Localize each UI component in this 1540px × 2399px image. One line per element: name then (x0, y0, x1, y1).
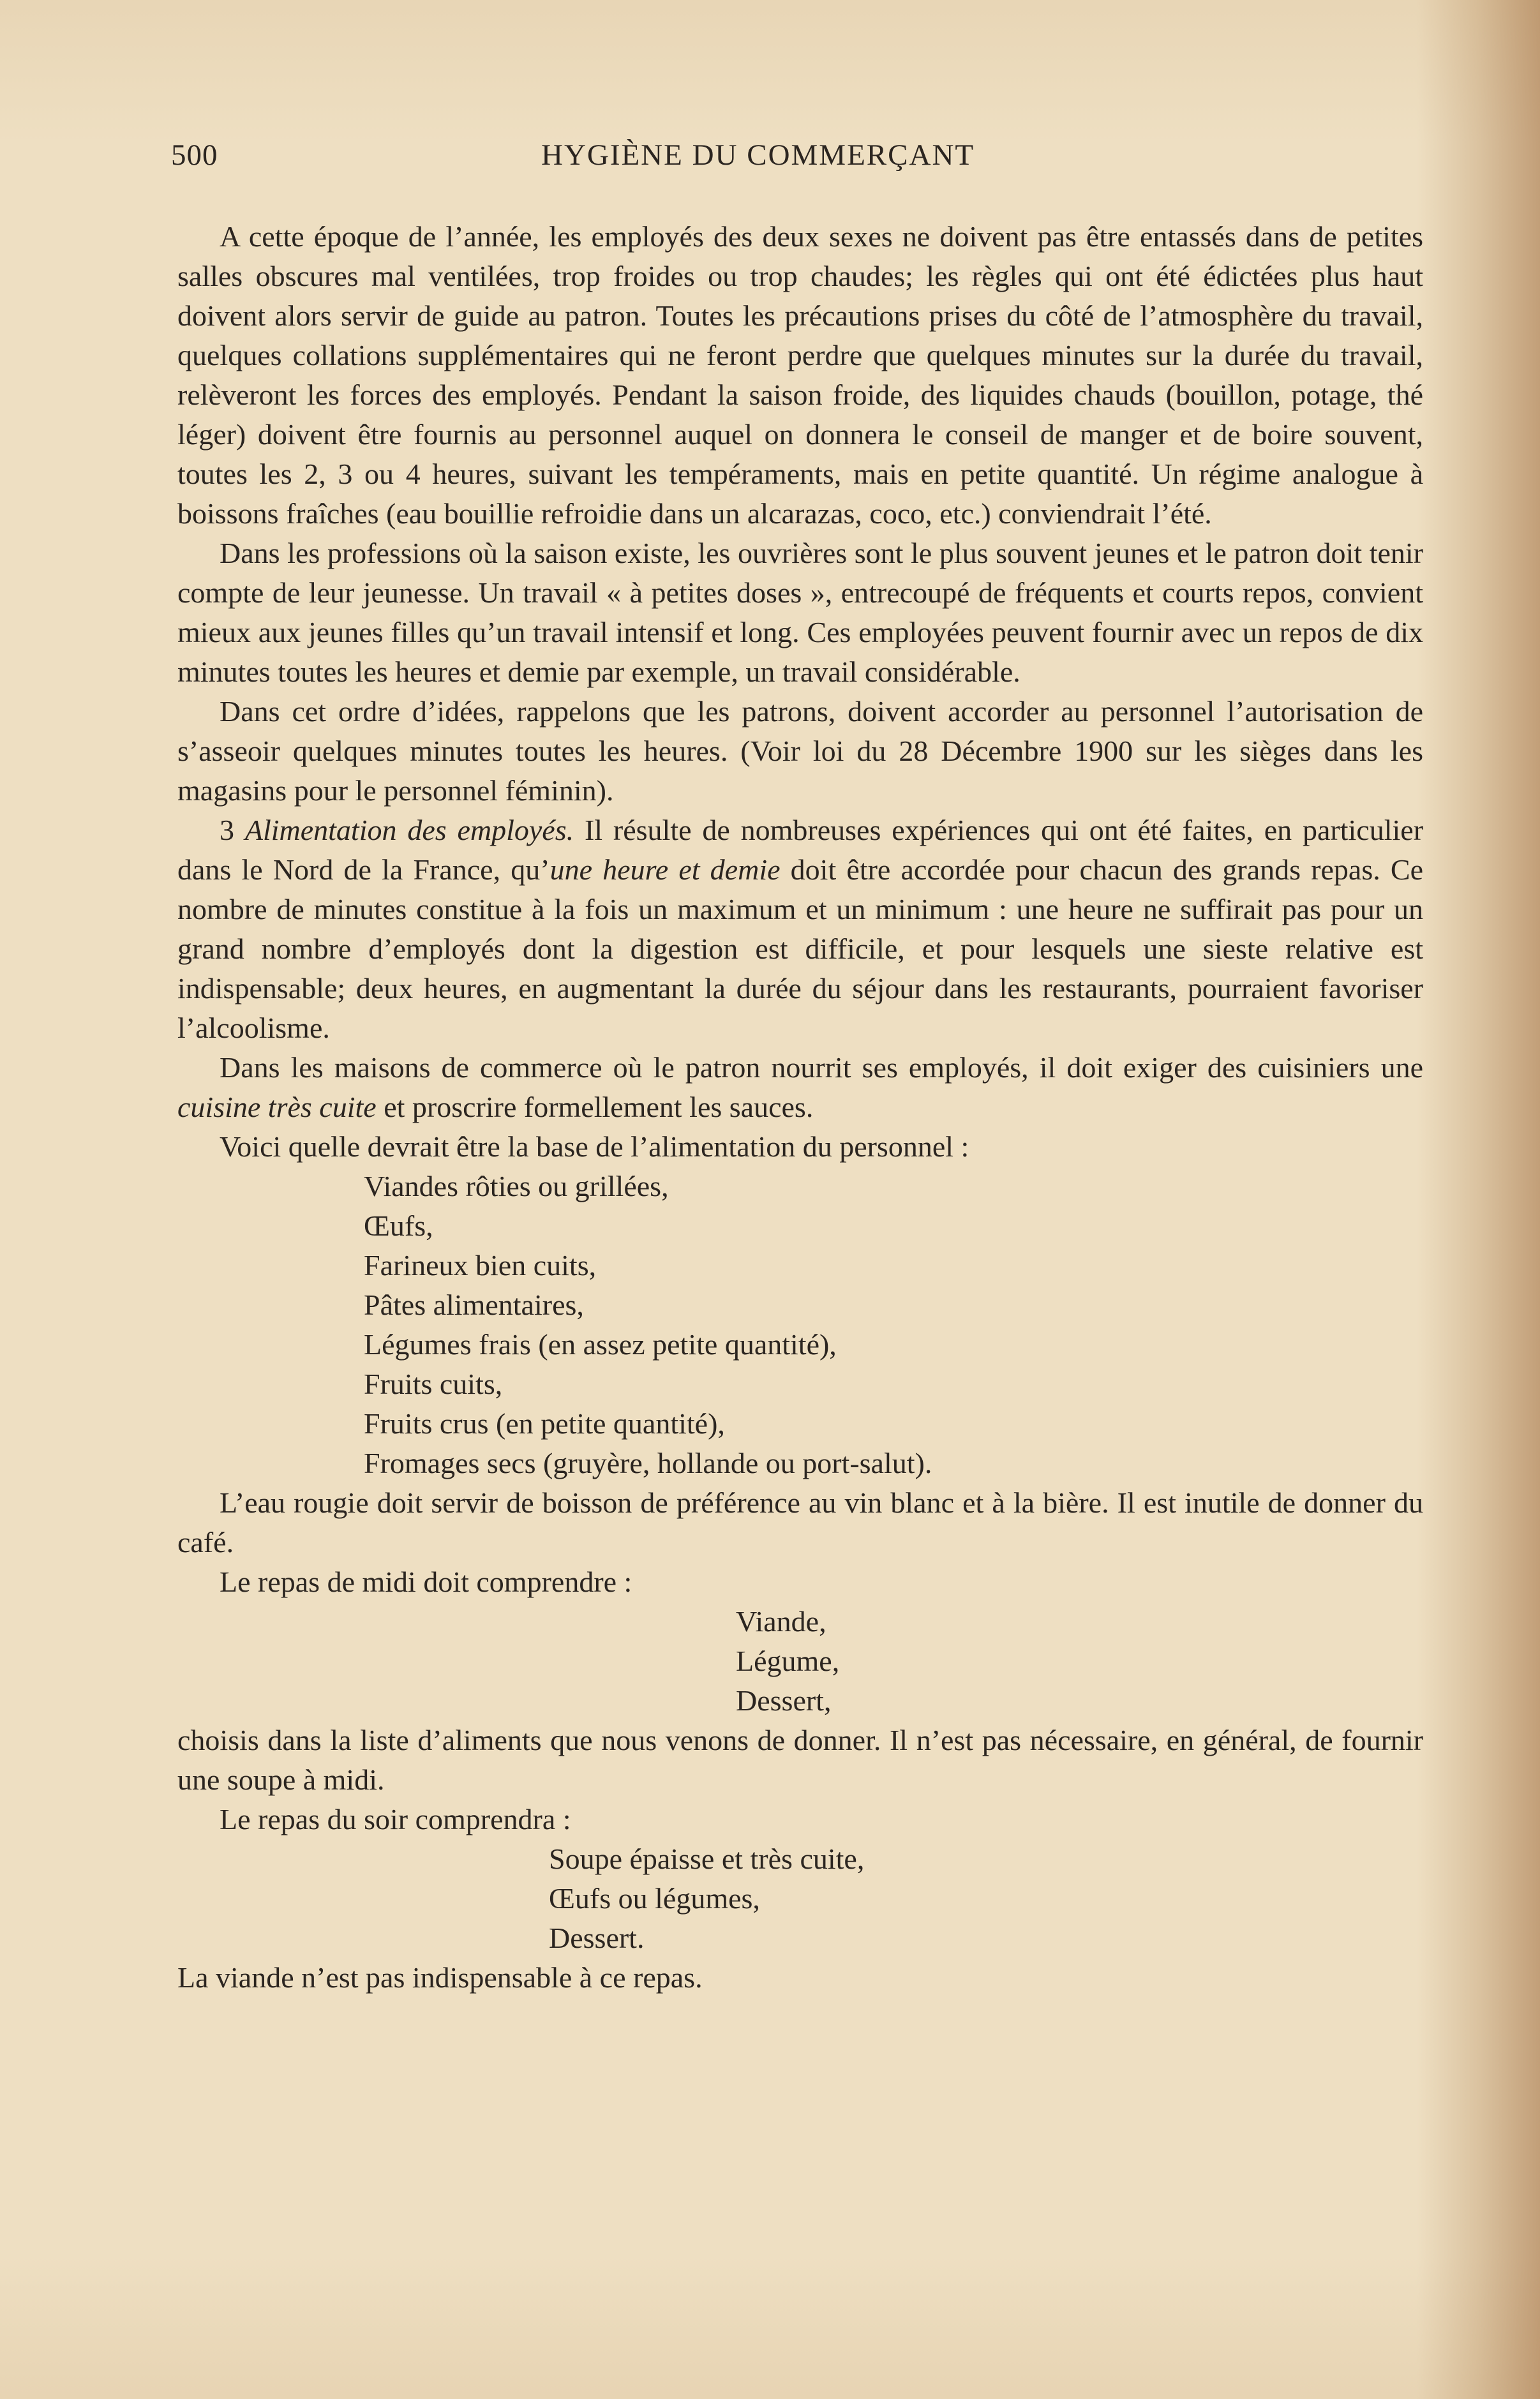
paragraph-1: A cette époque de l’année, les employés des deux sexes ne doivent pas être entassés dans de petites salles obscures mal ventilées, trop froides ou trop chaudes; les règles qui ont été édictées plus haut doivent alors servir de guide au patron. Toutes les précautions prises du côté de l’atmosphère du travail, quelques collations supplémentaires qui ne feront perdre que quelques minutes sur la durée du travail, relèveront les forces des employés. Pendant la saison froide, des liquides chauds (bouillon, potage, thé léger) doivent être fournis au personnel auquel on donnera le conseil de manger et de boire souvent, toutes les 2, 3 ou 4 heures, suivant les tempéraments, mais en petite quantité. Un régime analogue à boissons fraîches (eau bouillie refroidie dans un alcarazas, coco, etc.) conviendrait l’été. (177, 220, 1423, 530)
running-title: HYGIÈNE DU COMMERÇANT (541, 138, 975, 172)
paragraph-3: Dans cet ordre d’idées, rappelons que les patrons, doivent accorder au personnel l’autorisation de s’asseoir quelques minutes toutes les heures. (Voir loi du 28 Décembre 1900 sur les sièges dans les magasins pour le personnel féminin). (177, 695, 1423, 807)
paragraph-2: Dans les professions où la saison existe, les ouvrières sont le plus souvent jeunes et le patron doit tenir compte de leur jeunesse. Un travail « à petites doses », entrecoupé de fréquents et courts repos, convient mieux aux jeunes filles qu’un travail intensif et long. Ces employées peuvent fournir avec un repos de dix minutes toutes les heures et demie par exemple, un travail considérable. (177, 537, 1423, 688)
page-number: 500 (171, 138, 218, 172)
list-item: Œufs ou légumes, (549, 1882, 760, 1915)
paragraph-4-text-a: Il résulte de nombreuses expériences qui ont été faites, en particulier dans le Nord de la France, qu’ (177, 814, 1424, 886)
lunch-list (177, 1602, 1423, 1721)
paragraph-5-emphasis: cuisine très cuite (177, 1091, 377, 1123)
paragraph-8: Le repas de midi doit comprendre : (220, 1566, 632, 1598)
list-item: Soupe épaisse et très cuite, (549, 1842, 865, 1875)
list-item: Viandes rôties ou grillées, (364, 1170, 669, 1202)
paragraph-4-emphasis: une heure et demie (549, 853, 781, 886)
section-heading: Alimentation des employés. (244, 814, 574, 846)
paragraph-11: La viande n’est pas indispensable à ce repas. (177, 1961, 703, 1994)
list-item: Pâtes alimentaires, (364, 1289, 584, 1321)
page-header (171, 133, 1428, 177)
list-item: Viande, (736, 1605, 826, 1638)
list-item: Légumes frais (en assez petite quantité), (364, 1328, 837, 1361)
page-body (177, 217, 1423, 1998)
dinner-list (177, 1839, 1423, 1958)
list-item: Œufs, (364, 1209, 433, 1242)
list-item: Fromages secs (gruyère, hollande ou port-salut). (364, 1447, 932, 1479)
list-item: Dessert, (736, 1684, 832, 1717)
paragraph-6: Voici quelle devrait être la base de l’alimentation du personnel : (220, 1130, 969, 1163)
paragraph-4-text-b: doit être accordée pour chacun des grands repas. Ce nombre de minutes constitue à la fois un maximum et un minimum : une heure ne suffirait pas pour un grand nombre d’employés dont la digestion est difficile, et pour lesquels une sieste relative est indispensable; deux heures, en augmentant la durée du séjour dans les restaurants, pourraient favoriser l’alcoolisme. (177, 853, 1424, 1044)
paragraph-10: Le repas du soir comprendra : (220, 1803, 571, 1835)
paragraph-5-text-a: Dans les maisons de commerce où le patron nourrit ses employés, il doit exiger des cuisiniers une (220, 1051, 1423, 1084)
paragraph-9: choisis dans la liste d’aliments que nous venons de donner. Il n’est pas nécessaire, en général, de fournir une soupe à midi. (177, 1724, 1423, 1796)
paragraph-5-text-b: et proscrire formellement les sauces. (376, 1091, 814, 1123)
list-item: Fruits cuits, (364, 1368, 503, 1400)
paragraph-7: L’eau rougie doit servir de boisson de préférence au vin blanc et à la bière. Il est inutile de donner du café. (177, 1486, 1423, 1558)
list-item: Dessert. (549, 1922, 645, 1954)
list-item: Farineux bien cuits, (364, 1249, 597, 1282)
list-item: Légume, (736, 1645, 840, 1677)
list-item: Fruits crus (en petite quantité), (364, 1407, 725, 1440)
section-number: 3 (220, 814, 234, 846)
paragraph-5 (177, 1048, 1423, 1127)
food-list (177, 1167, 1423, 1483)
paragraph-4 (177, 811, 1423, 1048)
